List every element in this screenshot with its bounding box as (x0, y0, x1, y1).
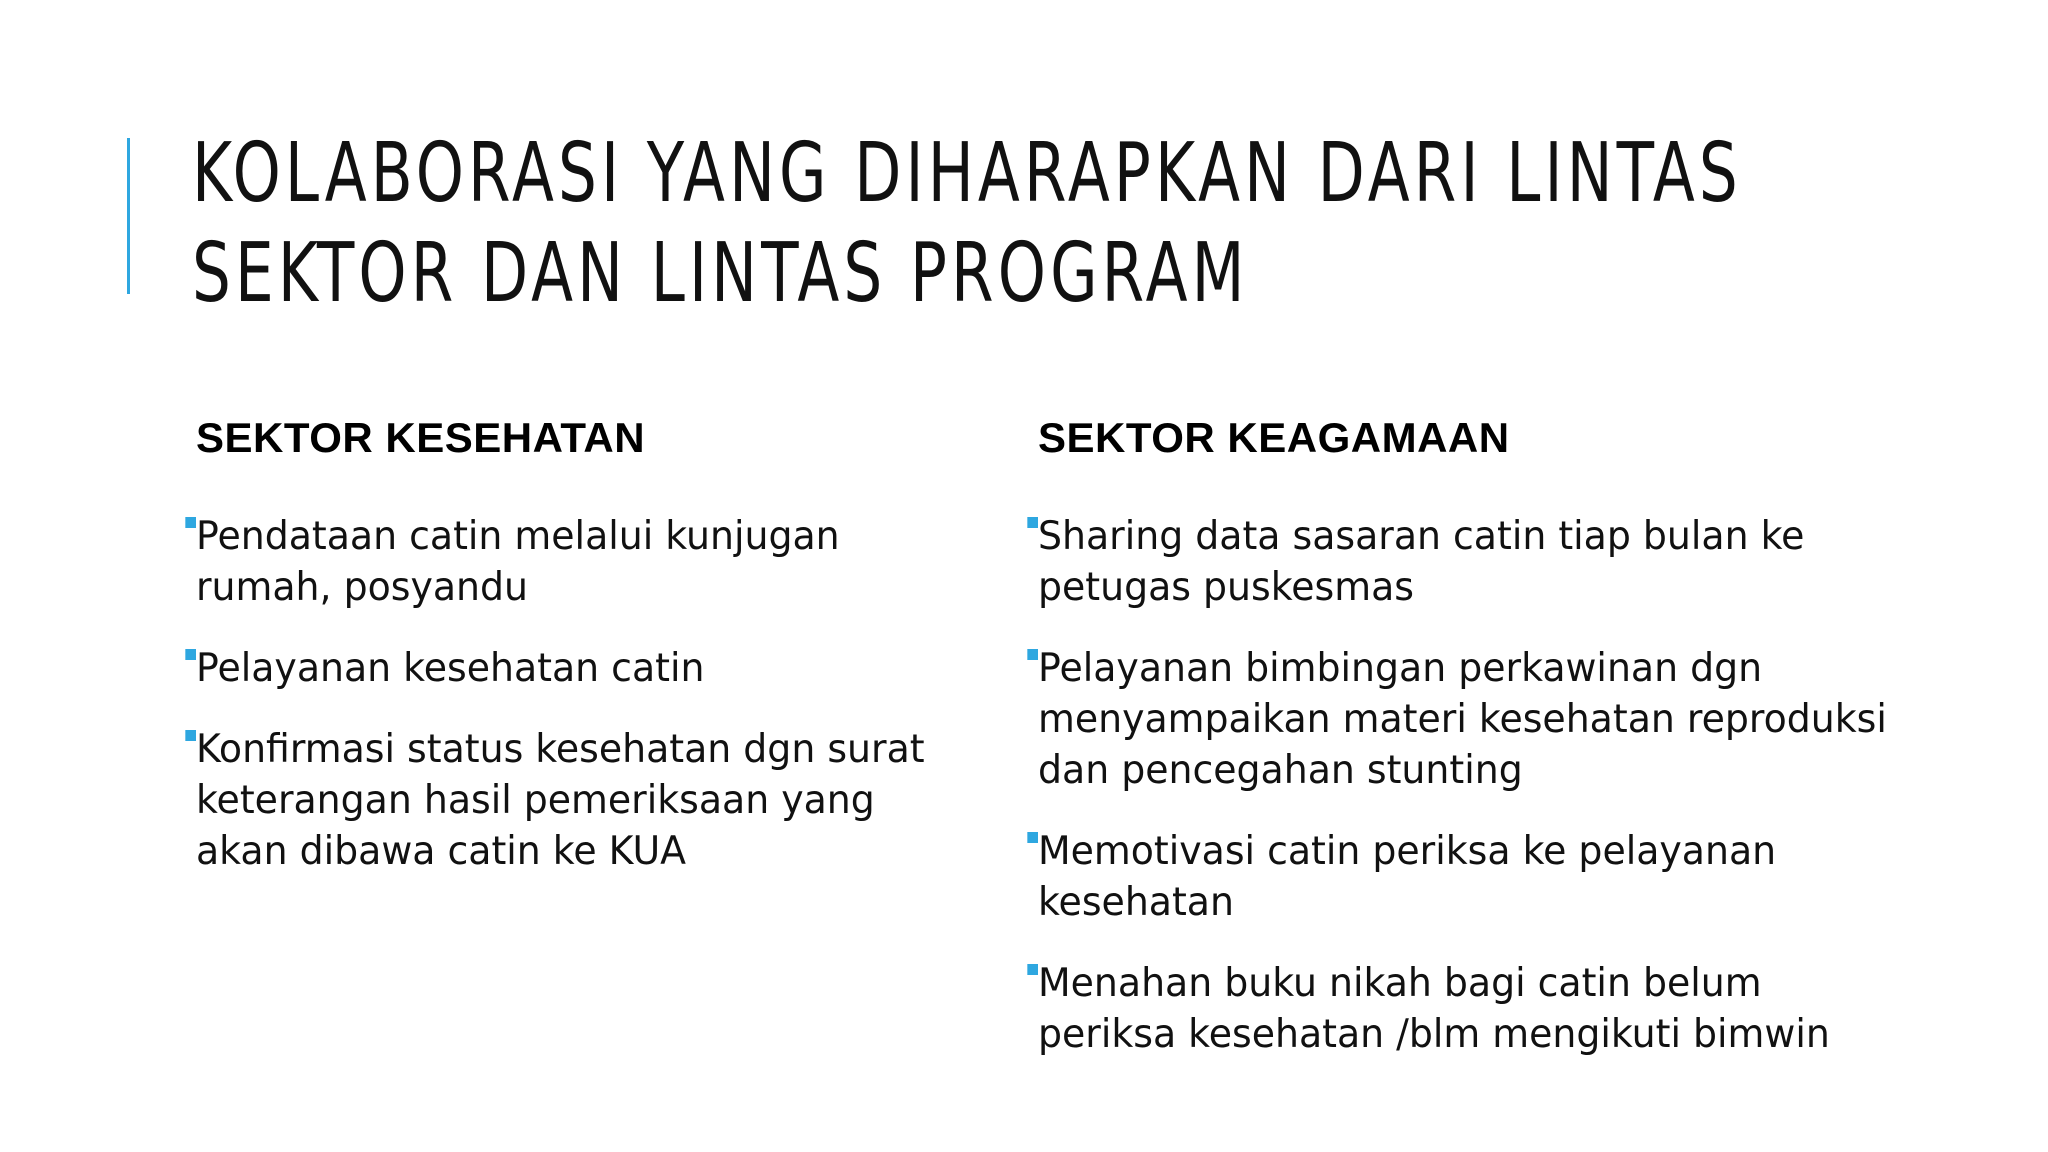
list-item-text: Memotivasi catin periksa ke pelayanan kesehatan (1038, 829, 1777, 925)
list-item-text: Pelayanan kesehatan catin (196, 646, 705, 691)
slide-title (192, 124, 1992, 324)
square-bullet-icon (1027, 832, 1038, 843)
right-bullet-list (1038, 511, 1938, 1060)
list-item (196, 511, 972, 613)
slide-title-line-2: SEKTOR DAN LINTAS PROGRAM (192, 226, 1249, 321)
left-column (196, 405, 996, 907)
list-item (1038, 826, 1911, 928)
left-bullet-list (196, 511, 996, 877)
left-column-heading: SEKTOR KESEHATAN (196, 414, 646, 461)
square-bullet-icon (185, 649, 196, 660)
list-item-text: Konfirmasi status kesehatan dgn surat keterangan hasil pemeriksaan yang akan dibawa catin ke KUA (196, 727, 925, 874)
list-item (1038, 511, 1911, 613)
right-column (1038, 405, 1938, 1090)
right-column-heading: SEKTOR KEAGAMAAN (1038, 414, 1510, 461)
square-bullet-icon (185, 730, 196, 741)
slide-title-line-1: KOLABORASI YANG DIHARAPKAN DARI LINTAS (192, 126, 1742, 221)
square-bullet-icon (1027, 649, 1038, 660)
list-item (196, 643, 972, 694)
list-item-text: Sharing data sasaran catin tiap bulan ke petugas puskesmas (1038, 514, 1805, 610)
list-item (196, 724, 972, 877)
list-item (1038, 958, 1911, 1060)
title-accent-bar (127, 138, 130, 294)
square-bullet-icon (1027, 517, 1038, 528)
list-item-text: Menahan buku nikah bagi catin belum periksa kesehatan /blm mengikuti bimwin (1038, 961, 1830, 1057)
list-item (1038, 643, 1911, 796)
square-bullet-icon (1027, 964, 1038, 975)
square-bullet-icon (185, 517, 196, 528)
list-item-text: Pelayanan bimbingan perkawinan dgn menyampaikan materi kesehatan reproduksi dan pencegahan stunting (1038, 646, 1887, 793)
list-item-text: Pendataan catin melalui kunjugan rumah, posyandu (196, 514, 840, 610)
